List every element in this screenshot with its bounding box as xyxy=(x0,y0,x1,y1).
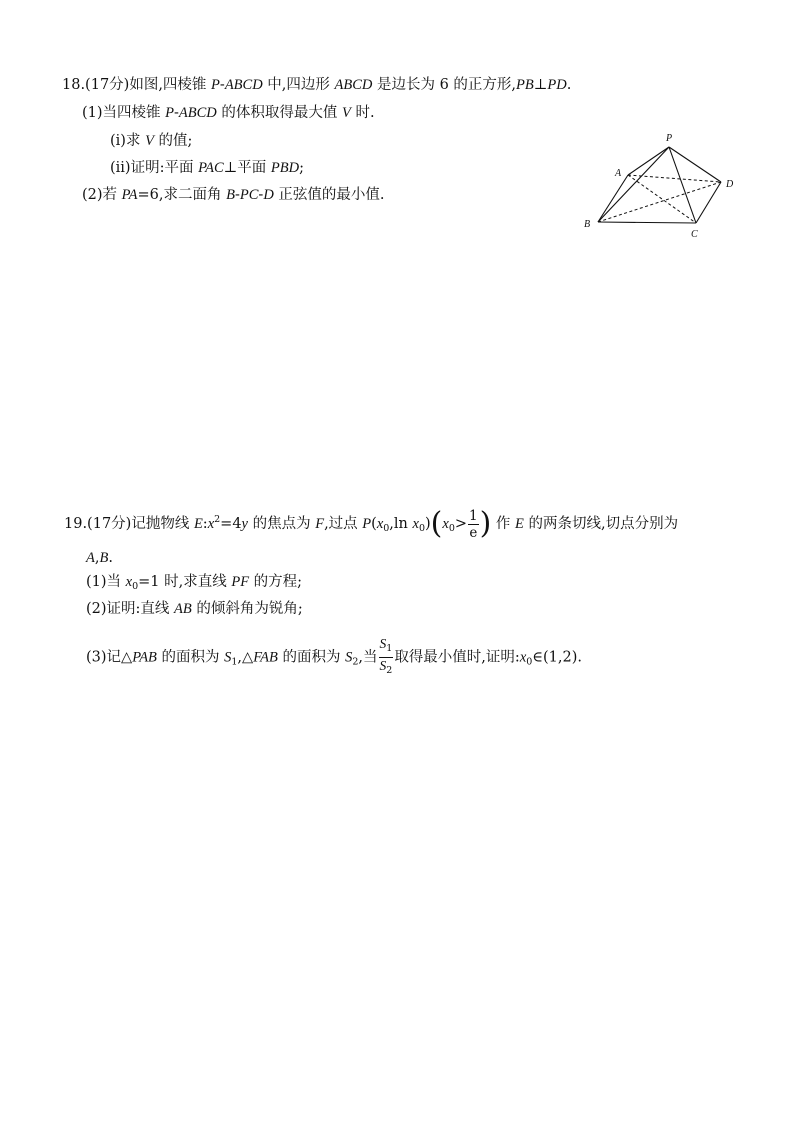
edge-pd xyxy=(669,147,721,182)
label-c: C xyxy=(691,229,698,240)
edge-cd xyxy=(696,182,721,223)
q19-part1: (1)当 $x_0=1$ 时,求直线 PF 的方程; xyxy=(86,574,303,592)
diagonal-ac xyxy=(628,175,696,223)
q19-head: 19.(17分)记抛物线 $E:x^2=4y$ 的焦点为 F,过点 $P(x_0,\ln$ $x_0)(x_0>$ $\frac{1}{e}$ ) 作 E 的两条切线,切点分别为 xyxy=(64,506,679,541)
q19-head-tail: A,B. xyxy=(86,550,113,566)
q18-part2: (2)若 PA=6,求二面角 B-PC-D 正弦值的最小值. xyxy=(82,187,385,203)
label-p: P xyxy=(666,133,673,144)
q18-part1: (1)当四棱锥 P-ABCD 的体积取得最大值 V 时. xyxy=(82,105,375,121)
label-d: D xyxy=(726,179,734,190)
q18-part1-i: (ⅰ)求 V 的值; xyxy=(110,133,193,149)
q18-head: 18.(17分)如图,四棱锥 P-ABCD 中,四边形 ABCD 是边长为 6 的正方形,PB⊥PD. xyxy=(62,77,572,93)
edge-bc xyxy=(598,222,696,223)
edge-ab xyxy=(598,175,628,222)
edge-pc xyxy=(669,147,696,223)
label-b: B xyxy=(584,219,591,230)
edge-pa xyxy=(628,147,669,175)
q19-part2: (2)证明:直线 AB 的倾斜角为锐角; xyxy=(86,601,303,617)
edge-pb xyxy=(598,147,669,222)
q18-part1-ii: (ⅱ)证明:平面 PAC⊥平面 PBD; xyxy=(110,160,304,176)
pyramid-figure xyxy=(578,125,738,245)
label-a: A xyxy=(615,168,622,179)
q19-part3: (3)记△PAB 的面积为 $S_1,\triangle FAB$ 的面积为 $S_2$,当 $\frac{S_1}{S_2}$ 取得最小值时,证明$:x_0\in(1,2)$. xyxy=(86,636,583,676)
